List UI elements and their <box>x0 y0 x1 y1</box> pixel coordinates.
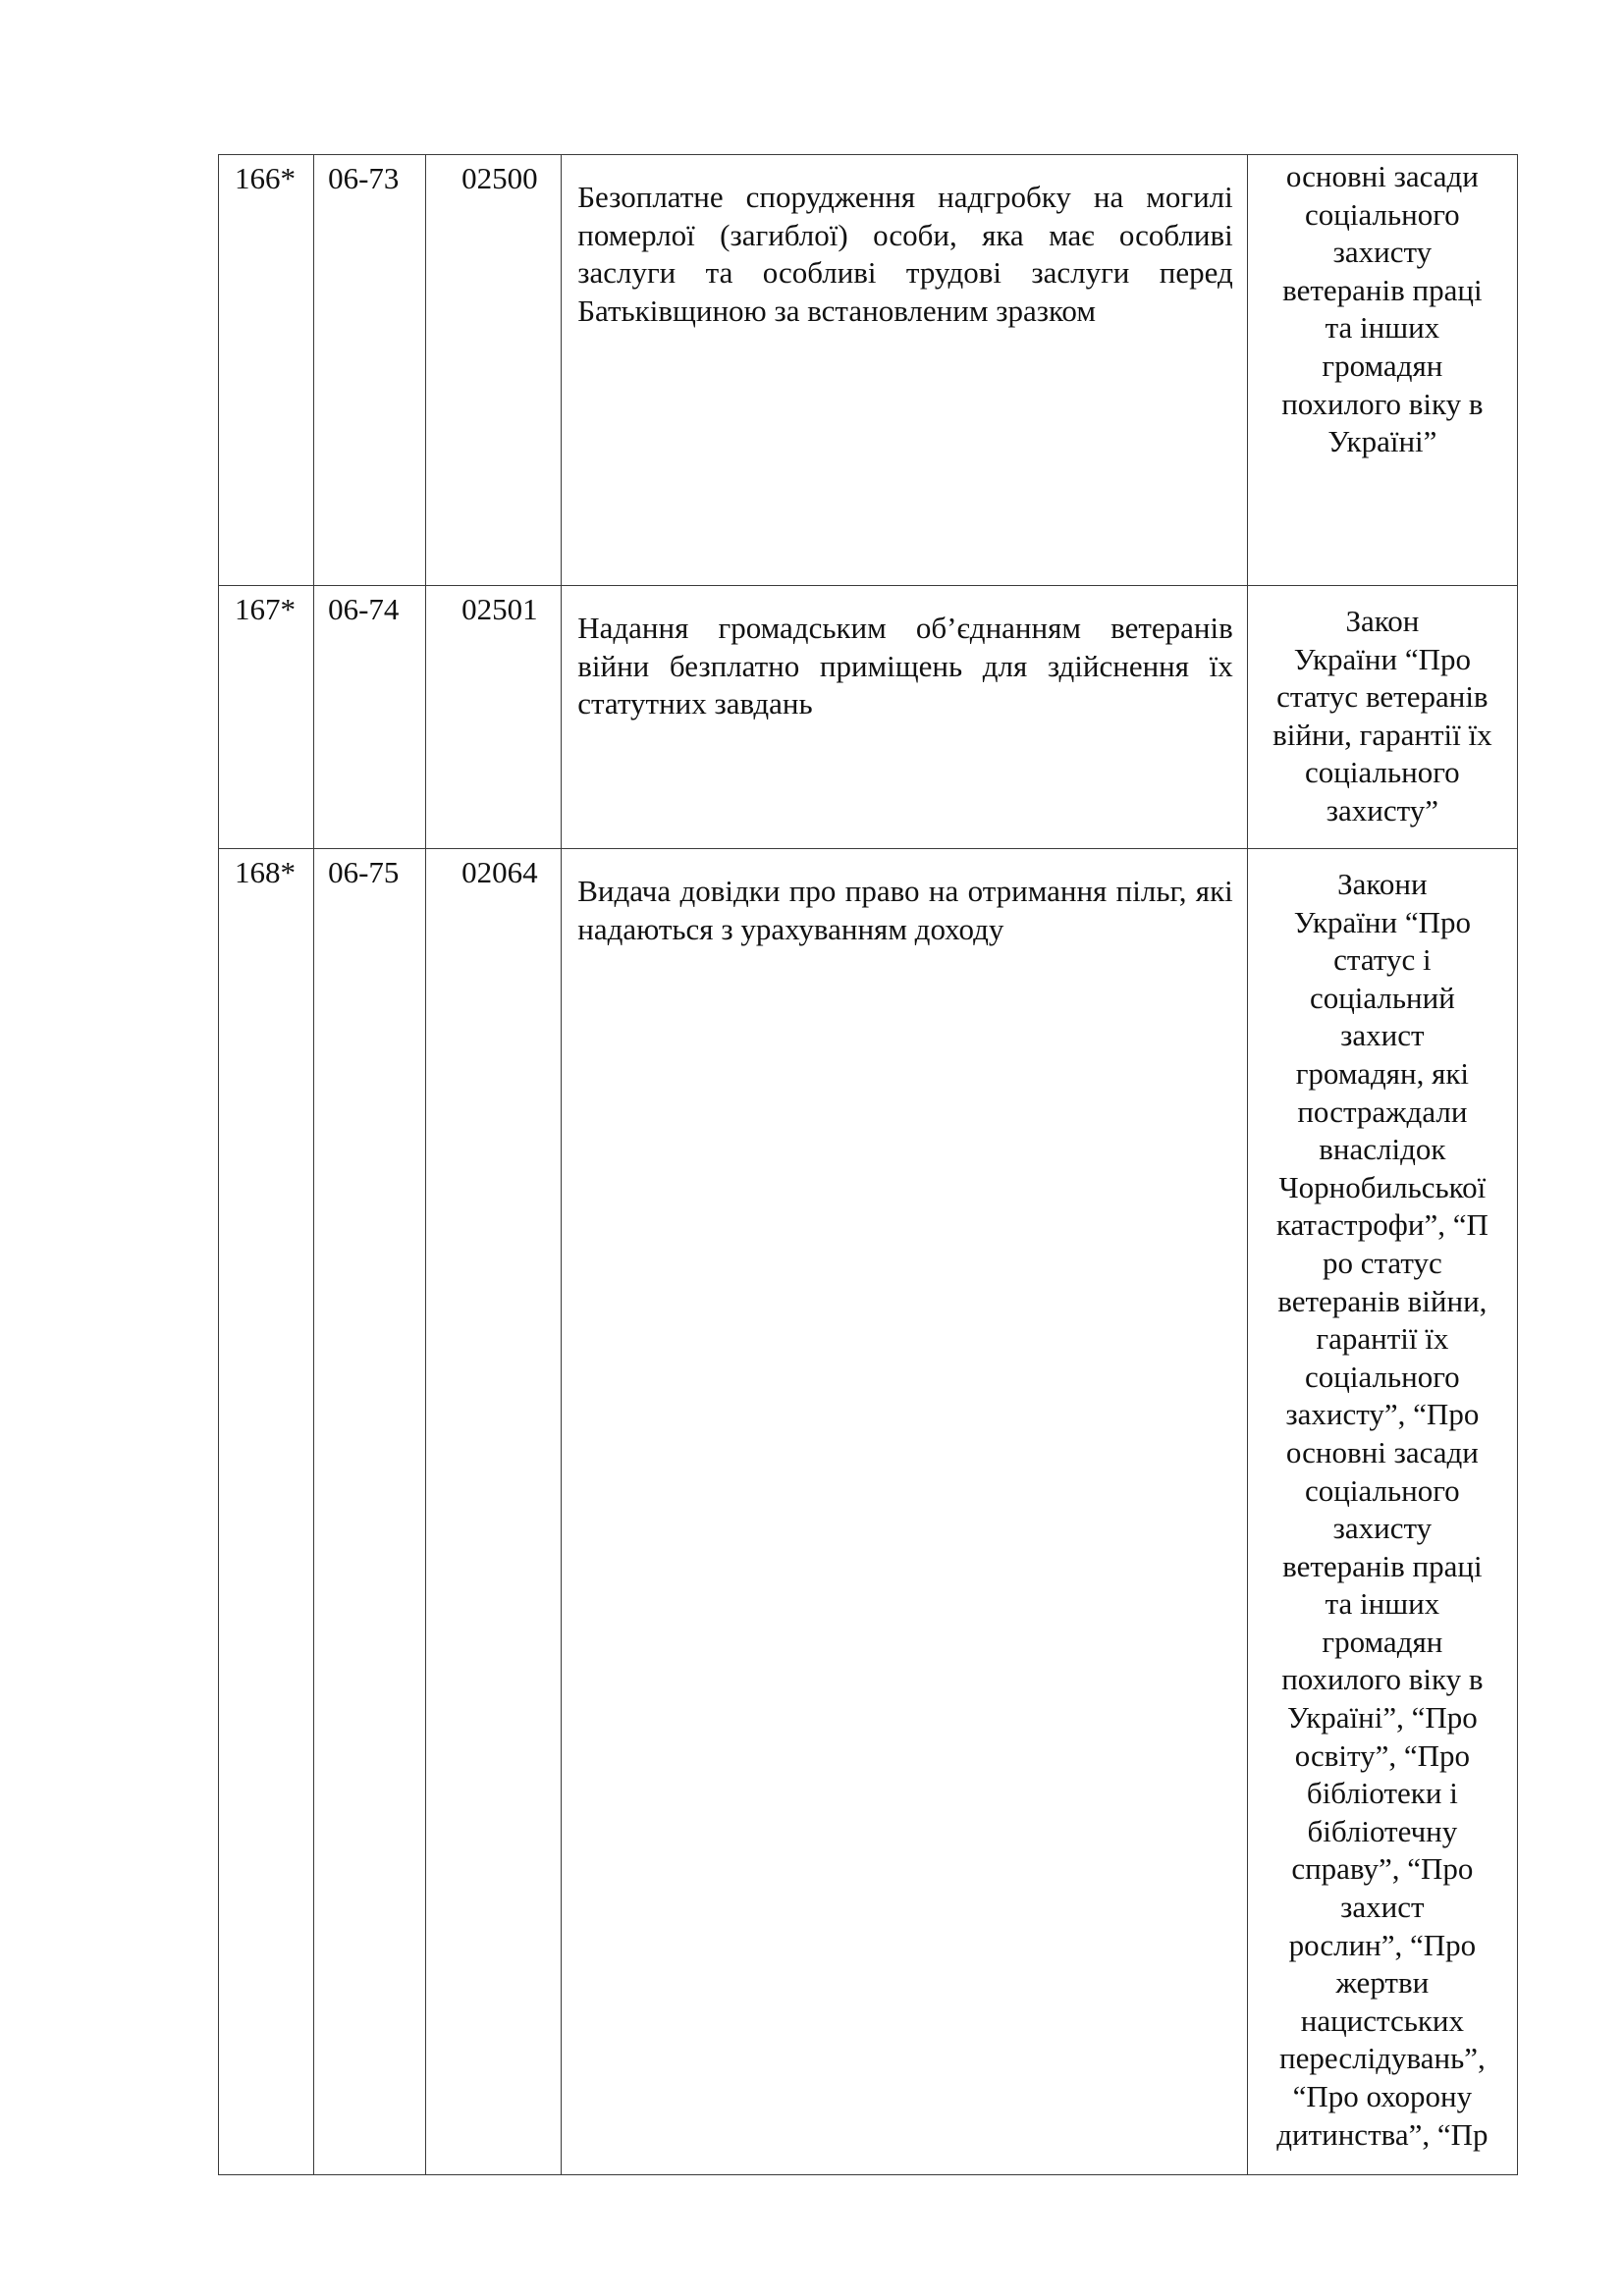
legal-basis-line: захисту” <box>1326 792 1438 828</box>
legal-basis-line: основні засади <box>1285 1434 1479 1469</box>
table-row <box>219 155 1518 586</box>
legal-basis-line: рослин”, “Про <box>1288 1927 1477 1962</box>
legal-basis-line: ветеранів праці <box>1282 272 1483 307</box>
legal-basis <box>1247 155 1517 586</box>
legal-basis-line: соціального <box>1305 755 1460 790</box>
service-name: Безоплатне спорудження надгробку на могилі померлої (загиблої) особи, яка має особливі заслуги та особливі трудові заслуги перед Батьківщиною за встановленим зразком <box>562 155 1248 586</box>
service-name: Видача довідки про право на отримання пільг, які надаються з урахуванням доходу <box>562 849 1248 2175</box>
registry-id: 02064 <box>426 849 562 2175</box>
legal-basis-line: Закони <box>1337 867 1428 901</box>
legal-basis-line: справу”, “Про <box>1291 1851 1474 1887</box>
legal-basis-line: ро статус <box>1322 1245 1442 1280</box>
registry-id: 02501 <box>426 586 562 849</box>
table-row <box>219 586 1518 849</box>
legal-basis-line: війни, гарантії їх <box>1272 717 1492 752</box>
legal-basis-line: постраждали <box>1297 1094 1468 1129</box>
service-code: 06-74 <box>314 586 426 849</box>
legal-basis-line: Україні” <box>1327 424 1437 459</box>
service-name: Надання громадським об’єднанням ветеранів війни безплатно приміщень для здійснення їх статутних завдань <box>562 586 1248 849</box>
legal-basis-line: основні засади <box>1285 159 1479 193</box>
legal-basis-line: Україні”, “Про <box>1286 1700 1478 1735</box>
legal-basis-line: Чорнобильської <box>1278 1169 1487 1204</box>
row-number: 168* <box>219 849 314 2175</box>
legal-basis-line: бібліотечну <box>1307 1813 1458 1848</box>
legal-basis <box>1247 849 1517 2175</box>
legal-basis-line: соціального <box>1305 1359 1460 1394</box>
service-code: 06-75 <box>314 849 426 2175</box>
legal-basis-line: та інших <box>1325 310 1440 346</box>
legal-basis-line: освіту”, “Про <box>1294 1737 1471 1773</box>
legal-basis-line: катастрофи”, “П <box>1275 1207 1489 1243</box>
legal-basis-line: громадян <box>1322 1624 1443 1659</box>
legal-basis-line: жертви <box>1335 1965 1430 2001</box>
legal-basis-line: ветеранів війни, <box>1277 1283 1488 1318</box>
legal-basis-line: України “Про <box>1293 904 1471 939</box>
service-code: 06-73 <box>314 155 426 586</box>
legal-basis-line: захисту <box>1332 1511 1433 1546</box>
legal-basis-line: дитинства”, “Пр <box>1276 2116 1489 2152</box>
legal-basis-line: статус і <box>1333 942 1432 978</box>
legal-basis-line: України “Про <box>1293 641 1471 676</box>
row-number: 167* <box>219 586 314 849</box>
legal-basis-line: захист <box>1340 1018 1425 1053</box>
legal-basis-line: похилого віку в <box>1281 1662 1484 1697</box>
legal-basis-line: громадян, які <box>1295 1055 1470 1091</box>
legal-basis-line: внаслідок <box>1319 1132 1446 1167</box>
table-row <box>219 849 1518 2175</box>
legal-basis-line: похилого віку в <box>1281 386 1484 421</box>
legal-basis-line: соціальний <box>1309 980 1455 1015</box>
legal-basis-line: переслідувань”, <box>1279 2041 1486 2076</box>
legal-basis-line: захисту”, “Про <box>1285 1397 1480 1432</box>
services-table <box>218 154 1518 2175</box>
legal-basis <box>1247 586 1517 849</box>
legal-basis-line: гарантії їх <box>1316 1321 1449 1357</box>
legal-basis-line: захист <box>1340 1890 1425 1925</box>
legal-basis-line: та інших <box>1325 1586 1440 1622</box>
legal-basis-line: соціального <box>1305 1472 1460 1508</box>
legal-basis-line: захисту <box>1332 235 1433 270</box>
row-number: 166* <box>219 155 314 586</box>
legal-basis-line: Закон <box>1345 604 1420 638</box>
legal-basis-line: “Про охорону <box>1292 2079 1473 2113</box>
legal-basis-line: громадян <box>1322 347 1443 383</box>
legal-basis-line: ветеранів праці <box>1282 1548 1483 1583</box>
registry-id: 02500 <box>426 155 562 586</box>
legal-basis-line: статус ветеранів <box>1276 679 1489 715</box>
legal-basis-line: нацистських <box>1300 2002 1464 2038</box>
legal-basis-line: соціального <box>1305 196 1460 232</box>
legal-basis-line: бібліотеки і <box>1306 1776 1458 1811</box>
